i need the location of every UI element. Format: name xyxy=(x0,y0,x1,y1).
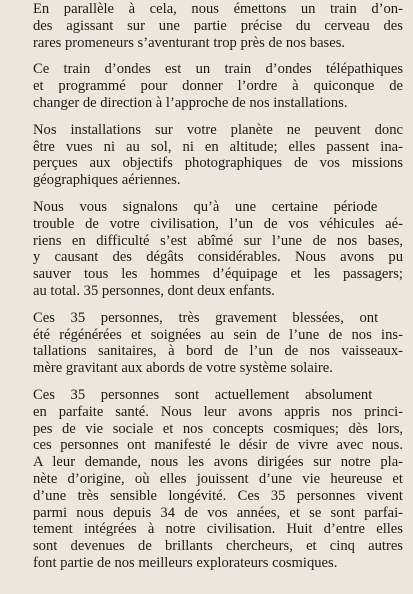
text-line: nète d’origine, où elles jouissent d’une vie heureuse et xyxy=(33,470,403,487)
text-line: font partie de nos meilleurs explorateurs cosmiques. xyxy=(33,554,338,571)
text-line: rares promeneurs s’aventurant trop près de nos bases. xyxy=(33,34,346,51)
text-line: Ces 35 personnes sont actuellement absolument xyxy=(33,386,373,403)
text-line: trouble de votre civilisation, l’un de vos véhicules aé- xyxy=(33,215,403,232)
paragraph-waves-emission xyxy=(13,1,403,51)
text-line: riens en difficulté s’est abîmé sur l’une de nos bases, xyxy=(33,232,403,249)
paragraph-integration xyxy=(13,387,403,572)
text-line: Ces 35 personnes, très gravement blessées, ont xyxy=(33,309,379,326)
paragraph-regeneration xyxy=(13,310,403,377)
text-line: d’une très sensible longévité. Ces 35 personnes vivent xyxy=(33,487,403,504)
text-line: tallations sanitaires, à bord de l’un de nos vaisseaux- xyxy=(33,343,403,360)
text-line: être vues ni au sol, ni en altitude; elles passent ina- xyxy=(33,138,403,155)
text-line: mère gravitant aux abords de votre système solaire. xyxy=(33,360,333,377)
text-line: ces personnes ont manifesté le désir de vivre avec nous. xyxy=(33,437,403,454)
text-line: Nous vous signalons qu’à une certaine période xyxy=(33,198,378,215)
text-line: été régénérées et soignées au sein de l’une de nos ins- xyxy=(33,326,403,343)
text-line: sont devenues de brillants chercheurs, et cinq autres xyxy=(33,538,403,555)
text-line: Ce train d’ondes est un train d’ondes télépathiques xyxy=(33,61,403,78)
paragraph-crash xyxy=(13,199,403,300)
text-line: et programmé pour donner l’ordre à quiconque de xyxy=(33,78,403,95)
text-line: pes de vie sociale et nos concepts cosmiques; dès lors, xyxy=(33,420,403,437)
text-line: En parallèle à cela, nous émettons un train d’on- xyxy=(33,1,403,17)
text-line: perçues aux objectifs photographiques de vos missions xyxy=(33,155,403,172)
text-line: des agissant sur une partie précise du cerveau des xyxy=(33,17,403,34)
text-line: changer de direction à l’approche de nos installations. xyxy=(33,94,348,111)
text-line: y causant des dégâts considérables. Nous avons pu xyxy=(33,249,403,266)
text-line: au total. 35 personnes, dont deux enfants. xyxy=(33,282,275,299)
text-line: A leur demande, nous les avons dirigées sur notre pla- xyxy=(33,454,403,471)
text-line: tement intégrées à notre civilisation. Huit d’entre elles xyxy=(33,521,403,538)
text-line: sauver tous les hommes d’équipage et les passagers; xyxy=(33,266,403,283)
text-line: géographiques aériennes. xyxy=(33,172,181,189)
paragraph-installations xyxy=(13,122,403,189)
text-line: parmi nous depuis 34 de vos années, et se sont parfai- xyxy=(33,504,403,521)
text-line: en parfaite santé. Nous leur avons appris nos princi- xyxy=(33,403,403,420)
paragraph-telepathic-waves xyxy=(13,61,403,111)
text-line: Nos installations sur votre planète ne peuvent donc xyxy=(33,121,403,138)
